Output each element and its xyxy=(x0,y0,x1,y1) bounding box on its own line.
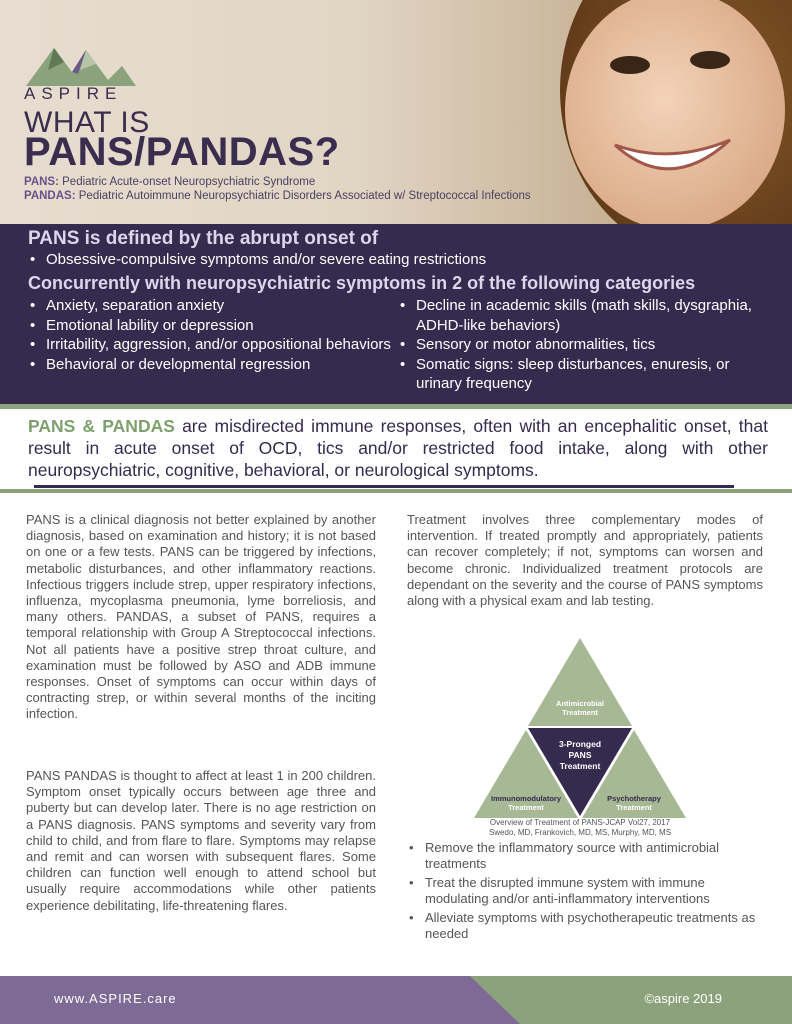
criteria-heading: PANS is defined by the abrupt onset of xyxy=(28,228,379,249)
list-item: • Remove the inflammatory source with antimicrobial treatments xyxy=(407,840,767,872)
list-item: • Alleviate symptoms with psychotherapeutic treatments as needed xyxy=(407,910,767,942)
list-item: • Anxiety, separation anxiety xyxy=(28,296,393,316)
immunomodulatory-label-2: Treatment xyxy=(508,803,544,812)
header-banner xyxy=(0,0,792,224)
list-item: • Treat the disrupted immune system with immune modulating and/or anti-inflammatory interventions xyxy=(407,875,767,907)
center-label-3: Treatment xyxy=(559,761,601,771)
brand-name: ASPIRE xyxy=(24,84,123,103)
pans-definition: PANS: Pediatric Acute-onset Neuropsychiatric Syndrome xyxy=(24,176,316,188)
antimicrobial-label-2: Treatment xyxy=(562,708,598,717)
page-title: PANS/PANDAS? xyxy=(24,130,340,174)
list-item: • Behavioral or developmental regression xyxy=(28,355,393,375)
treatment-triangle-diagram xyxy=(470,636,690,826)
symptom-list-left xyxy=(28,296,393,374)
list-item: • Emotional lability or depression xyxy=(28,316,393,336)
prevalence-paragraph: PANS PANDAS is thought to affect at least 1 in 200 children. Symptom onset typically occurs between age three and puberty but can develop later. There is no age restriction on a PANS diagnosis. PANS symptoms and severity vary from child to child, and from flare to flare. Symptoms may relapse and remit and can worsen with subsequent flares. Some children can function well enough to attend school but usually require accommodations while other patients experience debilitating, life-threatening flares. xyxy=(26,768,376,913)
girl-portrait-image xyxy=(520,0,792,224)
diagram-citation xyxy=(470,818,690,838)
copyright: ©aspire 2019 xyxy=(644,991,722,1006)
diagnosis-paragraph: PANS is a clinical diagnosis not better explained by another diagnosis, based on examination and history; it is not based on one or a few tests. PANS can be triggered by infections, metabolic disturbances, and other inflammatory reactions. Infectious triggers include strep, upper respiratory infections, influenza, mycoplasma pneumonia, lyme borreliosis, and many others. PANDAS, a subset of PANS, requires a temporal relationship with Group A Streptococcal infections. Not all patients have a positive strep throat culture, and examination must be followed by ASO and ADB immune responses. Onset of symptoms can occur within days of contracting strep, or within several months of the inciting infection. xyxy=(26,512,376,722)
divider xyxy=(0,489,792,493)
divider xyxy=(34,485,734,488)
center-label: 3-Pronged xyxy=(558,739,602,749)
website-link[interactable]: www.ASPIRE.care xyxy=(54,991,177,1006)
pandas-definition: PANDAS: Pediatric Autoimmune Neuropsychiatric Disorders Associated w/ Streptococcal Infections xyxy=(24,190,531,202)
list-item: • Somatic signs: sleep disturbances, enuresis, or urinary frequency xyxy=(398,355,773,394)
list-item: • Sensory or motor abnormalities, tics xyxy=(398,335,773,355)
criteria-section xyxy=(0,224,792,404)
center-label-2: PANS xyxy=(568,750,592,760)
footer xyxy=(0,976,792,1024)
list-item: • Obsessive-compulsive symptoms and/or severe eating restrictions xyxy=(28,250,486,270)
immunomodulatory-label: Immunomodulatory xyxy=(490,794,562,803)
treatment-paragraph: Treatment involves three complementary modes of intervention. If treated promptly and appropriately, patients can recover completely; if not, symptoms can worsen and become chronic. Individualized treatment protocols are dependant on the severity and the course of PANS symptoms along with a physical exam and lab testing. xyxy=(407,512,763,609)
list-item: • Decline in academic skills (math skills, dysgraphia, ADHD-like behaviors) xyxy=(398,296,773,335)
antimicrobial-label: Antimicrobial xyxy=(556,699,604,708)
symptom-list-right xyxy=(398,296,773,394)
onset-list xyxy=(28,250,486,270)
list-item: • Irritability, aggression, and/or oppositional behaviors xyxy=(28,335,393,355)
citation-line: Swedo, MD, Frankovich, MD, MS, Murphy, MD, MS xyxy=(488,828,672,837)
psychotherapy-label-2: Treatment xyxy=(616,803,652,812)
psychotherapy-label: Psychotherapy xyxy=(607,794,661,803)
key-statement: PANS & PANDAS are misdirected immune responses, often with an encephalitic onset, that result in acute onset of OCD, tics and/or restricted food intake, along with other neuropsychiatric, cognitive, behavioral, or neurological symptoms. xyxy=(28,416,768,480)
categories-heading: Concurrently with neuropsychiatric symptoms in 2 of the following categories xyxy=(28,273,696,293)
treatment-list xyxy=(407,840,767,945)
title-line-1: WHAT IS xyxy=(24,106,150,139)
divider xyxy=(0,404,792,409)
citation-line: Overview of Treatment of PANS-JCAP Vol27, 2017 xyxy=(489,818,671,827)
